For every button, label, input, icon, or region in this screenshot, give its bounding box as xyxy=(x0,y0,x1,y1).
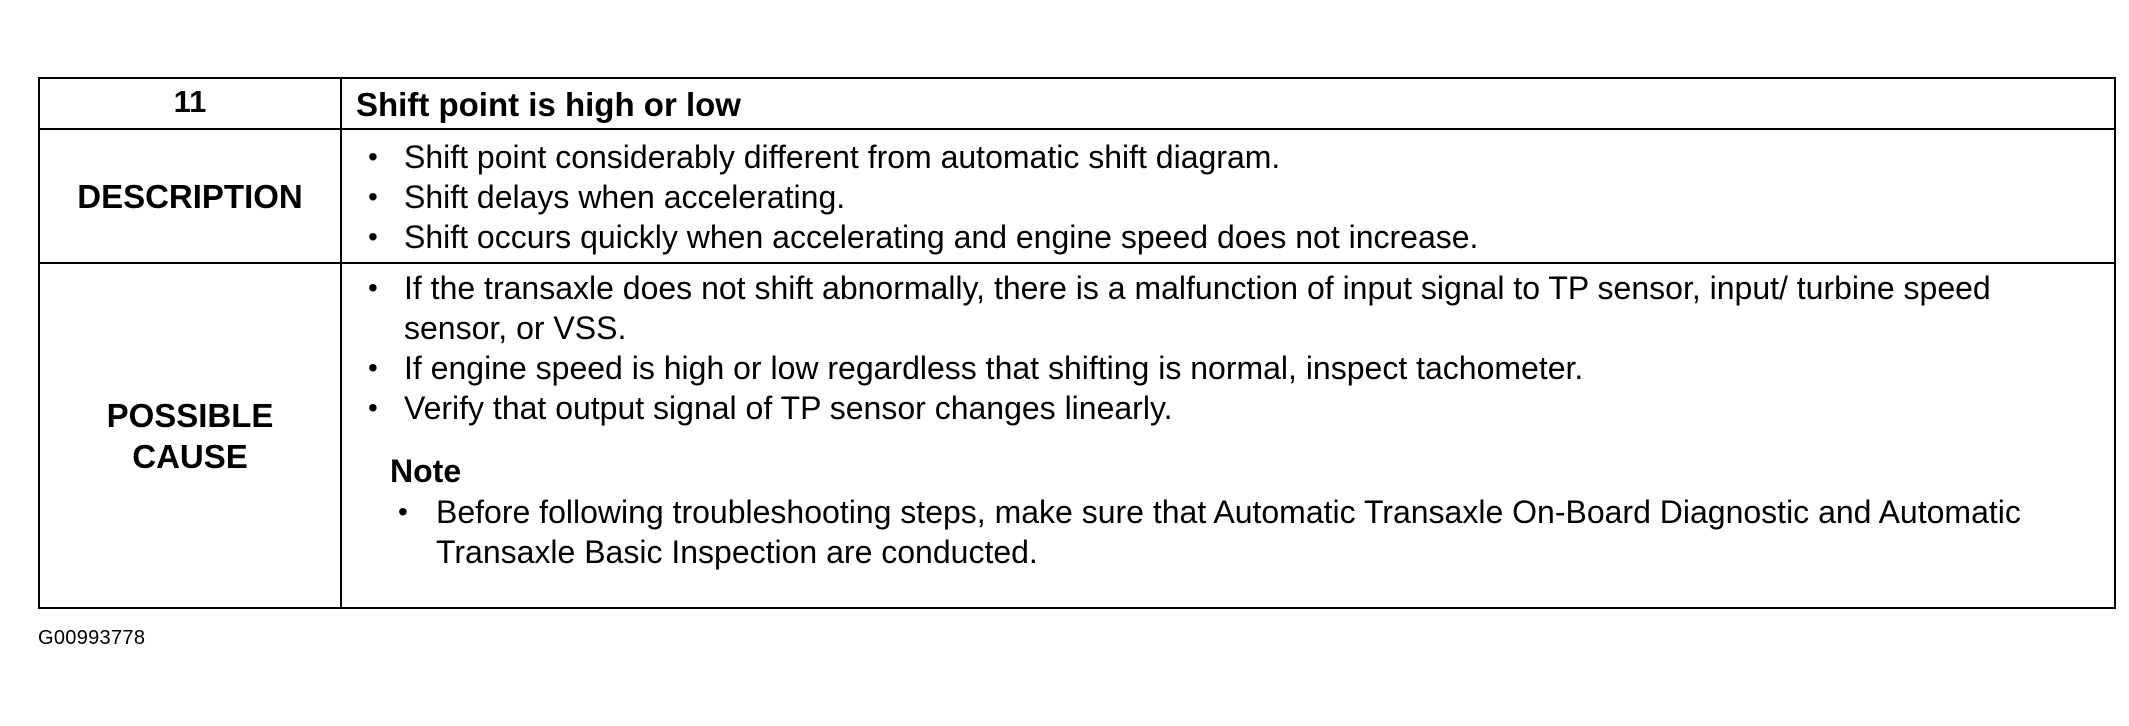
bullet-icon: • xyxy=(368,392,378,423)
possible-cause-content xyxy=(341,263,2115,608)
possible-cause-row xyxy=(39,263,2115,608)
list-item xyxy=(360,388,2094,428)
note-block xyxy=(360,450,2094,572)
bullet-icon: • xyxy=(398,496,408,527)
description-label: DESCRIPTION xyxy=(39,129,341,263)
bullet-icon: • xyxy=(368,272,378,303)
description-item-3: Shift occurs quickly when accelerating and engine speed does not increase. xyxy=(404,219,1479,255)
description-content xyxy=(341,129,2115,263)
note-item-1: Before following troubleshooting steps, make sure that Automatic Transaxle On-Board Diagnostic and Automatic Transaxle Basic Inspection are conducted. xyxy=(436,494,2021,570)
possible-cause-list xyxy=(360,268,2094,428)
list-item xyxy=(360,137,2094,177)
bullet-icon: • xyxy=(368,221,378,252)
possible-cause-label-line2: CAUSE xyxy=(132,437,248,475)
bullet-icon: • xyxy=(368,181,378,212)
possible-cause-item-3: Verify that output signal of TP sensor changes linearly. xyxy=(404,390,1173,426)
note-title: Note xyxy=(390,453,462,489)
list-item xyxy=(360,217,2094,257)
description-row xyxy=(39,129,2115,263)
list-item xyxy=(360,177,2094,217)
list-item xyxy=(360,268,2094,348)
description-item-2: Shift delays when accelerating. xyxy=(404,179,846,215)
bullet-icon: • xyxy=(368,141,378,172)
description-list xyxy=(360,137,2094,257)
possible-cause-label-line1: POSSIBLE xyxy=(106,396,274,434)
troubleshooting-table xyxy=(38,77,2116,609)
possible-cause-item-2: If engine speed is high or low regardless that shifting is normal, inspect tachometer. xyxy=(404,350,1584,386)
symptom-title: Shift point is high or low xyxy=(341,78,2115,129)
description-item-1: Shift point considerably different from automatic shift diagram. xyxy=(404,139,1281,175)
note-list xyxy=(390,492,2094,572)
list-item xyxy=(390,492,2094,572)
table-header-row xyxy=(39,78,2115,129)
bullet-icon: • xyxy=(368,352,378,383)
possible-cause-item-1: If the transaxle does not shift abnormally, there is a malfunction of input signal to TP sensor, input/ turbine speed sensor, or VSS. xyxy=(404,270,1991,346)
symptom-number: 11 xyxy=(39,78,341,129)
possible-cause-label xyxy=(39,263,341,608)
figure-id: G00993778 xyxy=(38,627,146,649)
list-item xyxy=(360,348,2094,388)
